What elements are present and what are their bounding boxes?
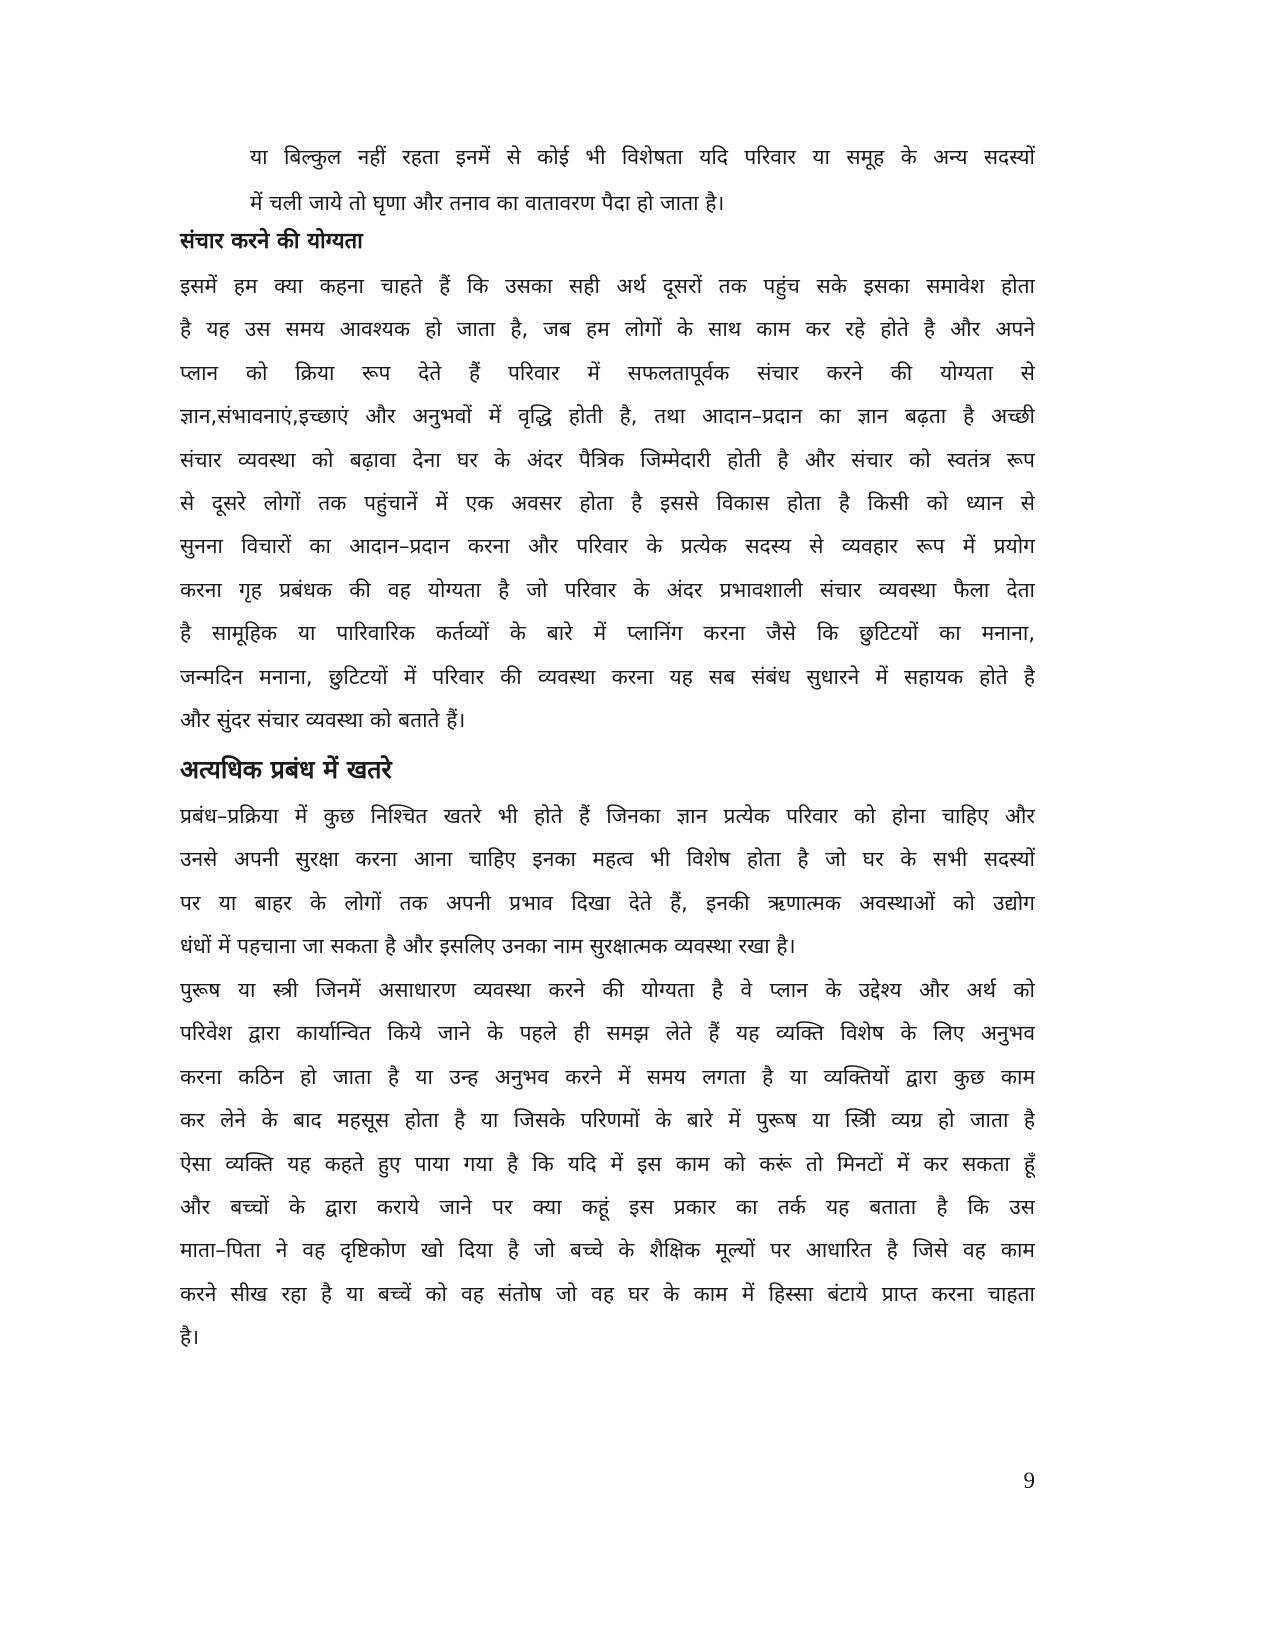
paragraph-line: इसमें हम क्या कहना चाहते हैं कि उसका सही अर्थ दूसरों तक पहुंच सके इसका समावेश होता: [180, 274, 1035, 298]
paragraph-line: करना गृह प्रबंधक की वह योग्यता है जो परिवार के अंदर प्रभावशाली संचार व्यवस्था फैला देता: [180, 577, 1035, 602]
paragraph-line: में चली जाये तो घृणा और तनाव का वातावरण पैदा हो जाता है।: [250, 191, 725, 215]
paragraph-line: है यह उस समय आवश्यक हो जाता है, जब हम लोगों के साथ काम कर रहे होते है और अपने: [180, 317, 1035, 342]
paragraph-line: कर लेने के बाद महसूस होता है या जिसके परिणमों के बारे में पुरूष या स्त्रिी व्यग्र हो जाता है: [180, 1108, 1035, 1133]
continued-paragraph: [250, 134, 1035, 226]
paragraph-line: सुनना विचारों का आदान–प्रदान करना और परिवार के प्रत्येक सदस्य से व्यवहार रूप में प्रयोग: [180, 534, 1035, 559]
paragraph-line: उनसे अपनी सुरक्षा करना आना चाहिए इनका महत्व भी विशेष होता है जो घर के सभी सदस्यों: [180, 847, 1035, 872]
paragraph-line: माता–पिता ने वह दृष्टिकोण खो दिया है जो बच्चे के शैक्षिक मूल्यों पर आधारित है जिसे वह काम: [180, 1238, 1035, 1263]
section-heading-communication: संचार करने की योग्यता: [180, 229, 363, 254]
section-heading-risks: अत्यधिक प्रबंध में खतरे: [180, 755, 392, 784]
paragraph-line: से दूसरे लोगों तक पहुंचानें में एक अवसर होता है इससे विकास होता है किसी को ध्यान से: [180, 490, 1035, 515]
paragraph-line: जन्मदिन मनाना, छुटिटयों में परिवार की व्यवस्था करना यह सब संबंध सुधारने में सहायक होते है: [180, 664, 1035, 689]
communication-paragraph: [180, 265, 1035, 742]
paragraph-line: करना कठिन हो जाता है या उन्ह अनुभव करने में समय लगता है या व्यक्तियों द्वारा कुछ काम: [180, 1064, 1035, 1089]
paragraph-line: या बिल्कुल नहीं रहता इनमें से कोई भी विशेषता यदि परिवार या समूह के अन्य सदस्यों: [250, 145, 1035, 169]
paragraph-line: ऐसा व्यक्ति यह कहते हुए पाया गया है कि यदि में इस काम को करूं तो मिनटों में कर सकता हूँ: [180, 1151, 1035, 1176]
paragraph-line: संचार व्यवस्था को बढ़ावा देना घर के अंदर पैत्रिक जिम्मेदारी होती है और संचार को स्वतंत्र रूप: [180, 447, 1035, 472]
paragraph-line: प्लान को क्रिया रूप देते हैं परिवार में सफलतापूर्वक संचार करने की योग्यता से: [180, 360, 1035, 385]
paragraph-line: परिवेश द्वारा कार्यान्वित किये जाने के पहले ही समझ लेते हैं यह व्यक्ति विशेष के लिए अनुभव: [180, 1021, 1035, 1046]
paragraph-line: और सुंदर संचार व्यवस्था को बताते हैं।: [180, 707, 466, 732]
paragraph-line: प्रबंध–प्रक्रिया में कुछ निश्चित खतरे भी होते हैं जिनका ज्ञान प्रत्येक परिवार को होना चाहिए और: [180, 804, 1035, 828]
paragraph-line: करने सीख रहा है या बच्चें को वह संतोष जो वह घर के काम में हिस्सा बंटाये प्राप्त करना चाहता: [180, 1281, 1035, 1306]
paragraph-line: ज्ञान,संभावनाएं,इच्छाएं और अनुभवों में वृद्धि होती है, तथा आदान–प्रदान का ज्ञान बढ़ता है अच्छी: [180, 404, 1035, 429]
risks-paragraph-2: [180, 969, 1035, 1360]
paragraph-line: और बच्चों के द्वारा कराये जाने पर क्या कहूं इस प्रकार का तर्क यह बताता है कि उस: [180, 1194, 1035, 1219]
paragraph-line: धंधों में पहचाना जा सकता है और इसलिए उनका नाम सुरक्षात्मक व्यवस्था रखा है।: [180, 934, 796, 959]
paragraph-line: है सामूहिक या पारिवारिक कर्तव्यों के बारे में प्लानिंग करना जैसे कि छुटिटयों का मनाना,: [180, 621, 1035, 646]
page-number: 9: [1023, 1468, 1035, 1493]
risks-paragraph-1: [180, 795, 1035, 969]
paragraph-line: पर या बाहर के लोगों तक अपनी प्रभाव दिखा देते हैं, इनकी ऋणात्मक अवस्थाओं को उद्योग: [180, 890, 1035, 915]
paragraph-line: है।: [180, 1325, 200, 1350]
paragraph-line: पुरूष या स्त्री जिनमें असाधारण व्यवस्था करने की योग्यता है वे प्लान के उद्देश्य और अर्थ को: [180, 978, 1035, 1002]
